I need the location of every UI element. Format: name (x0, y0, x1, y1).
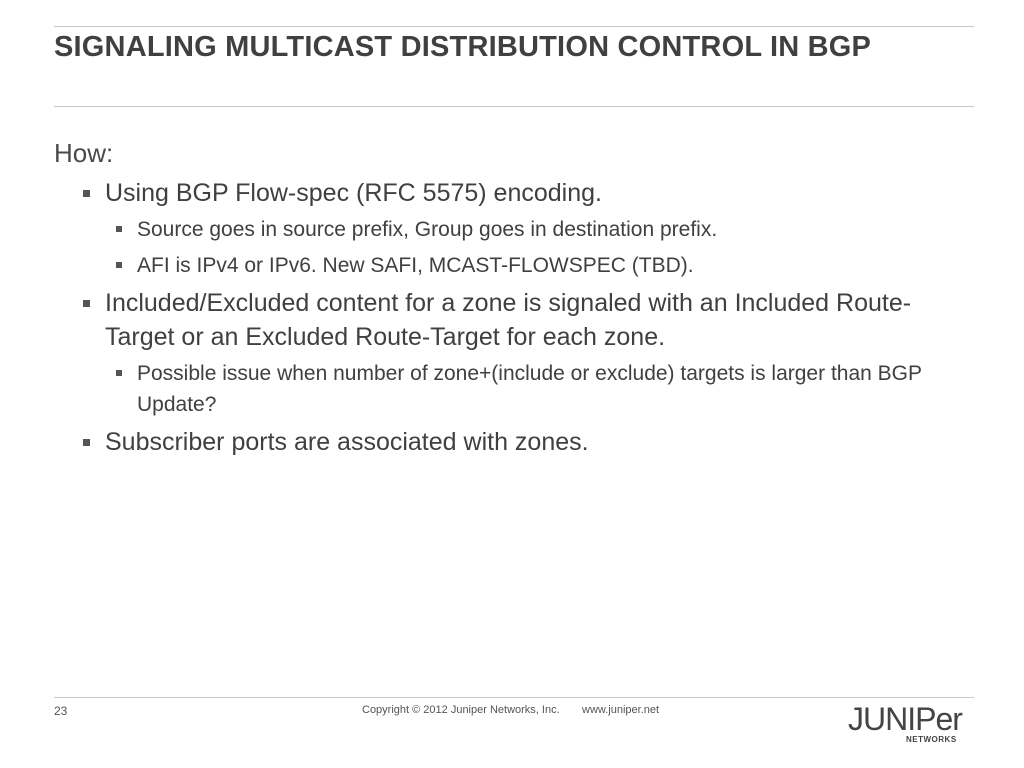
top-rule (54, 26, 974, 27)
sub-bullet-text: AFI is IPv4 or IPv6. New SAFI, MCAST-FLOWSPEC (TBD). (137, 254, 694, 277)
sub-bullet-text: Possible issue when number of zone+(include or exclude) targets is larger than BGP Update? (137, 362, 922, 416)
bullet-item (54, 425, 954, 459)
copyright-text: Copyright © 2012 Juniper Networks, Inc. (362, 704, 560, 716)
square-bullet-icon (83, 190, 90, 197)
square-bullet-icon (116, 262, 122, 268)
slide-body (54, 136, 954, 463)
juniper-logo (846, 700, 974, 744)
intro-text: How: (54, 138, 114, 168)
logo-wordmark: JUNIPer (848, 701, 962, 737)
logo-subtext: NETWORKS (906, 735, 957, 744)
sub-bullet-text: Source goes in source prefix, Group goes in destination prefix. (137, 218, 718, 241)
bullet-text: Using BGP Flow-spec (RFC 5575) encoding. (105, 179, 602, 207)
square-bullet-icon (116, 226, 122, 232)
bullet-item (54, 286, 954, 354)
bullet-text: Included/Excluded content for a zone is signaled with an Included Route-Target or an Excluded Route-Target for each zone. (105, 289, 912, 351)
square-bullet-icon (116, 370, 122, 376)
slide-title: SIGNALING MULTICAST DISTRIBUTION CONTROL IN BGP (54, 31, 872, 63)
sub-bullet-item (54, 358, 954, 420)
sub-bullet-item (54, 214, 954, 245)
sub-bullet-item (54, 250, 954, 281)
footer-rule (54, 697, 974, 698)
bullet-item (54, 176, 954, 210)
bullet-text: Subscriber ports are associated with zones. (105, 428, 589, 456)
page-number: 23 (54, 704, 68, 718)
square-bullet-icon (83, 300, 90, 307)
square-bullet-icon (83, 439, 90, 446)
bullet-list (54, 176, 954, 459)
website-link[interactable]: www.juniper.net (582, 704, 660, 716)
title-rule (54, 106, 974, 107)
